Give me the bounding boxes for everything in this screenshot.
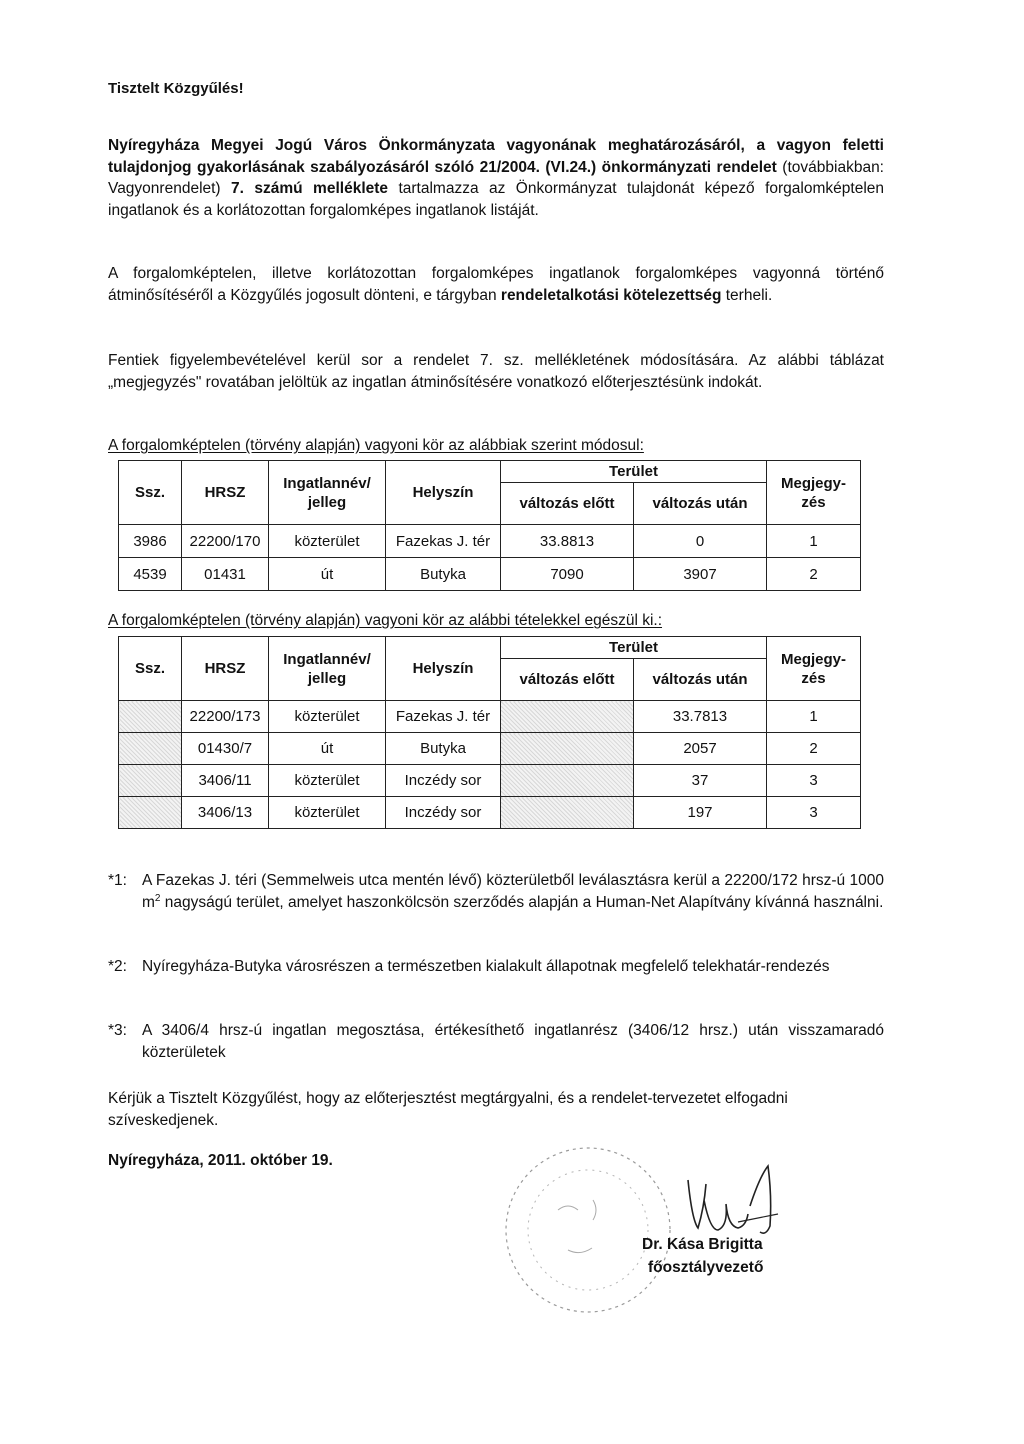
- cell-before: [501, 733, 634, 765]
- table2: [118, 636, 861, 829]
- header-ssz: Ssz.: [119, 637, 182, 701]
- cell-name: közterület: [269, 525, 386, 558]
- header-location: Helyszín: [386, 637, 501, 701]
- paragraph-intro: [108, 135, 884, 221]
- cell-before: 33.8813: [501, 525, 634, 558]
- header-note: Megjegy- zés: [767, 637, 861, 701]
- paragraph-text: A forgalomképtelen, illetve korlátozottan forgalomképes ingatlanok forgalomképes vagyonná történő átminősítéséről a Közgyűlés jogosult dönteni, e tárgyban: [108, 265, 884, 304]
- cell-before: [501, 701, 634, 733]
- footnote-marker: *1:: [108, 872, 127, 889]
- table-row: [119, 797, 861, 829]
- cell-note: 3: [767, 797, 861, 829]
- official-stamp: [498, 1140, 678, 1320]
- header-before: változás előtt: [501, 659, 634, 701]
- footnote-marker: *2:: [108, 958, 127, 975]
- table-row: [119, 765, 861, 797]
- cell-after: 3907: [634, 558, 767, 591]
- cell-after: 2057: [634, 733, 767, 765]
- cell-name: közterület: [269, 765, 386, 797]
- footnote-text-part: nagyságú terület, amelyet haszonkölcsön szerződés alapján a Human-Net Alapítvány kívánná használni.: [160, 894, 884, 911]
- cell-ssz: [119, 701, 182, 733]
- header-hrsz: HRSZ: [182, 461, 269, 525]
- paragraph-text: terheli.: [721, 286, 773, 304]
- header-name: Ingatlannév/ jelleg: [269, 637, 386, 701]
- cell-location: Fazekas J. tér: [386, 701, 501, 733]
- header-area: Terület: [501, 637, 767, 659]
- obligation-phrase: rendeletalkotási kötelezettség: [500, 286, 722, 304]
- cell-location: Fazekas J. tér: [386, 525, 501, 558]
- table-row: [119, 525, 861, 558]
- paragraph-text: tartalmazza az Önkormányzat tulajdonát képező forgalomképtelen ingatlanok és a korlátozottan forgalomképes ingatlanok listáját.: [108, 180, 884, 219]
- footnote-text: A 3406/4 hrsz-ú ingatlan megosztása, értékesíthető ingatlanrész (3406/12 hrsz.) után visszamaradó közterületek: [142, 1022, 884, 1061]
- cell-location: Inczédy sor: [386, 797, 501, 829]
- cell-hrsz: 3406/11: [182, 765, 269, 797]
- cell-before: [501, 797, 634, 829]
- regulation-title: Nyíregyháza Megyei Jogú Város Önkormányzata vagyonának meghatározásáról, a vagyon feletti tulajdonjog gyakorlásának szabályozásáról szóló 21/2004. (VI.24.) önkormányzati rendelet: [108, 137, 884, 176]
- table-row: [119, 701, 861, 733]
- signatory-title: főosztályvezető: [648, 1259, 764, 1276]
- header-area: Terület: [501, 461, 767, 483]
- table-row: [119, 733, 861, 765]
- header-note: Megjegy- zés: [767, 461, 861, 525]
- table1: [118, 460, 861, 591]
- cell-ssz: [119, 733, 182, 765]
- cell-after: 33.7813: [634, 701, 767, 733]
- place-date: Nyíregyháza, 2011. október 19.: [108, 1152, 333, 1169]
- annex-reference: 7. számú melléklete: [231, 180, 389, 197]
- cell-note: 3: [767, 765, 861, 797]
- footnote-text: Nyíregyháza-Butyka városrészen a természetben kialakult állapotnak megfelelő telekhatár-rendezés: [142, 958, 830, 975]
- paragraph-text: (továbbiakban: Vagyonrendelet): [108, 158, 884, 197]
- cell-note: 1: [767, 525, 861, 558]
- cell-location: Butyka: [386, 733, 501, 765]
- superscript: 2: [154, 892, 161, 904]
- header-name: Ingatlannév/ jelleg: [269, 461, 386, 525]
- cell-name: közterület: [269, 797, 386, 829]
- closing-request: Kérjük a Tisztelt Közgyűlést, hogy az előterjesztést megtárgyalni, és a rendelet-tervezetet elfogadni szíveskedjenek.: [108, 1090, 788, 1129]
- paragraph-modification: Fentiek figyelembevételével kerül sor a rendelet 7. sz. mellékletének módosítására. Az alábbi táblázat „megjegyzés" rovatában jelöltük az ingatlan átminősítésére vonatkozó előterjesztésünk indokát.: [108, 352, 884, 391]
- cell-hrsz: 22200/170: [182, 525, 269, 558]
- cell-ssz: 3986: [119, 525, 182, 558]
- cell-after: 37: [634, 765, 767, 797]
- cell-hrsz: 01431: [182, 558, 269, 591]
- cell-name: út: [269, 733, 386, 765]
- cell-hrsz: 22200/173: [182, 701, 269, 733]
- cell-before: [501, 765, 634, 797]
- table-row: [119, 558, 861, 591]
- cell-note: 1: [767, 701, 861, 733]
- cell-after: 0: [634, 525, 767, 558]
- cell-note: 2: [767, 733, 861, 765]
- cell-after: 197: [634, 797, 767, 829]
- cell-name: út: [269, 558, 386, 591]
- cell-ssz: 4539: [119, 558, 182, 591]
- paragraph-obligation: [108, 263, 884, 306]
- header-ssz: Ssz.: [119, 461, 182, 525]
- cell-ssz: [119, 765, 182, 797]
- cell-hrsz: 3406/13: [182, 797, 269, 829]
- cell-name: közterület: [269, 701, 386, 733]
- header-before: változás előtt: [501, 483, 634, 525]
- cell-hrsz: 01430/7: [182, 733, 269, 765]
- header-after: változás után: [634, 483, 767, 525]
- cell-ssz: [119, 797, 182, 829]
- header-after: változás után: [634, 659, 767, 701]
- header-hrsz: HRSZ: [182, 637, 269, 701]
- cell-location: Butyka: [386, 558, 501, 591]
- salutation: Tisztelt Közgyűlés!: [108, 80, 244, 97]
- footnote-marker: *3:: [108, 1022, 127, 1039]
- header-location: Helyszín: [386, 461, 501, 525]
- table1-title: A forgalomképtelen (törvény alapján) vagyoni kör az alábbiak szerint módosul:: [108, 437, 644, 454]
- cell-before: 7090: [501, 558, 634, 591]
- footnote-text-part: A Fazekas J. téri (Semmelweis utca mentén lévő) közterületből leválasztásra kerül a 22200/172 hrsz-ú 1000 m: [142, 872, 884, 911]
- footnote-text: [142, 870, 884, 914]
- table2-title: A forgalomképtelen (törvény alapján) vagyoni kör az alábbi tételekkel egészül ki.:: [108, 612, 663, 629]
- signatory-name: Dr. Kása Brigitta: [642, 1236, 763, 1253]
- cell-note: 2: [767, 558, 861, 591]
- cell-location: Inczédy sor: [386, 765, 501, 797]
